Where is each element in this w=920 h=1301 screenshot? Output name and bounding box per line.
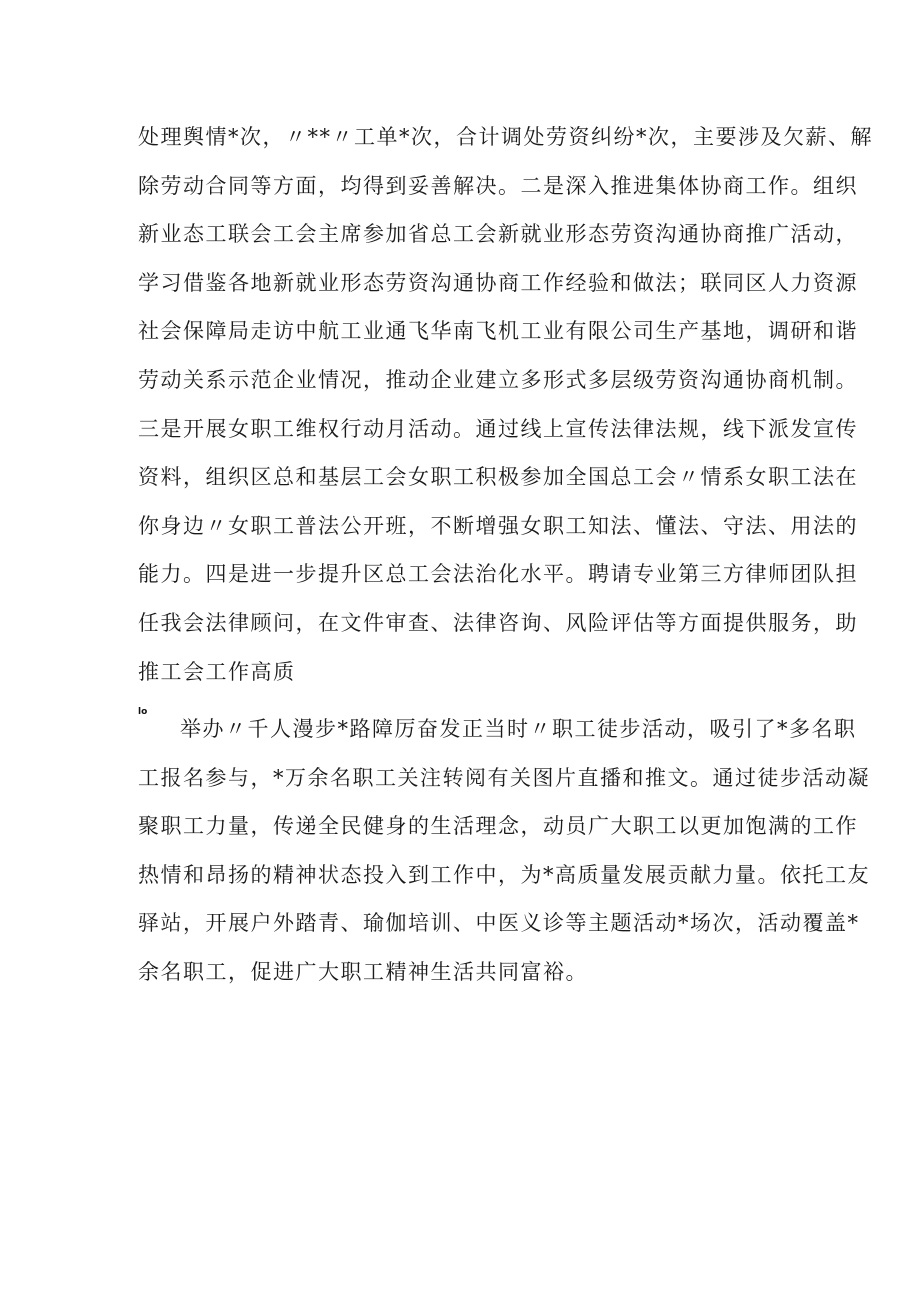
paragraph-1-line: 处理舆情*次，〃**〃工单*次，合计调处劳资纠纷*次，主要涉及欠薪、解 (138, 125, 873, 149)
paragraph-1-line: 三是开展女职工维权行动月活动。通过线上宣传法律法规，线下派发宣传 (138, 416, 858, 441)
paragraph-2-line: 举办〃千人漫步*路障厉奋发正当时〃职工徒步活动，吸引了*多名职 (180, 717, 857, 741)
paragraph-1-line: 新业态工联会工会主席参加省总工会新就业形态劳资沟通协商推广活动， (138, 222, 858, 247)
paragraph-2-line: 余名职工，促进广大职工精神生活共同富裕。 (138, 959, 588, 984)
paragraph-1-line: 你身边〃女职工普法公开班，不断增强女职工知法、懂法、守法、用法的 (138, 513, 858, 538)
paragraph-1-line: 推工会工作高质 (138, 659, 296, 684)
paragraph-2-line: 热情和昂扬的精神状态投入到工作中，为*高质量发展贡献力量。依托工友 (138, 862, 870, 887)
paragraph-1-line: 资料，组织区总和基层工会女职工积极参加全国总工会〃情系女职工法在 (138, 465, 858, 490)
paragraph-1 (138, 113, 873, 696)
paragraph-1-line: 能力。四是进一步提升区总工会法治化水平。聘请专业第三方律师团队担 (138, 562, 858, 587)
paragraph-1-line: 学习借鉴各地新就业形态劳资沟通协商工作经验和做法；联同区人力资源 (138, 270, 858, 295)
stray-mark: lo (138, 707, 148, 717)
paragraph-2-line: 工报名参与，*万余名职工关注转阅有关图片直播和推文。通过徒步活动凝 (138, 765, 870, 790)
paragraph-1-line: 劳动关系示范企业情况，推动企业建立多形式多层级劳资沟通协商机制。 (138, 367, 858, 392)
paragraph-1-line: 任我会法律顾问，在文件审查、法律咨询、风险评估等方面提供服务，助 (138, 610, 858, 635)
paragraph-2-line: 聚职工力量，传递全民健身的生活理念，动员广大职工以更加饱满的工作 (138, 814, 858, 839)
paragraph-2 (138, 705, 870, 997)
paragraph-1-line: 除劳动合同等方面，均得到妥善解决。二是深入推进集体协商工作。组织 (138, 173, 858, 198)
paragraph-1-line: 社会保障局走访中航工业通飞华南飞机工业有限公司生产基地，调研和谐 (138, 319, 858, 344)
paragraph-2-line: 驿站，开展户外踏青、瑜伽培训、中医义诊等主题活动*场次，活动覆盖* (138, 911, 860, 936)
